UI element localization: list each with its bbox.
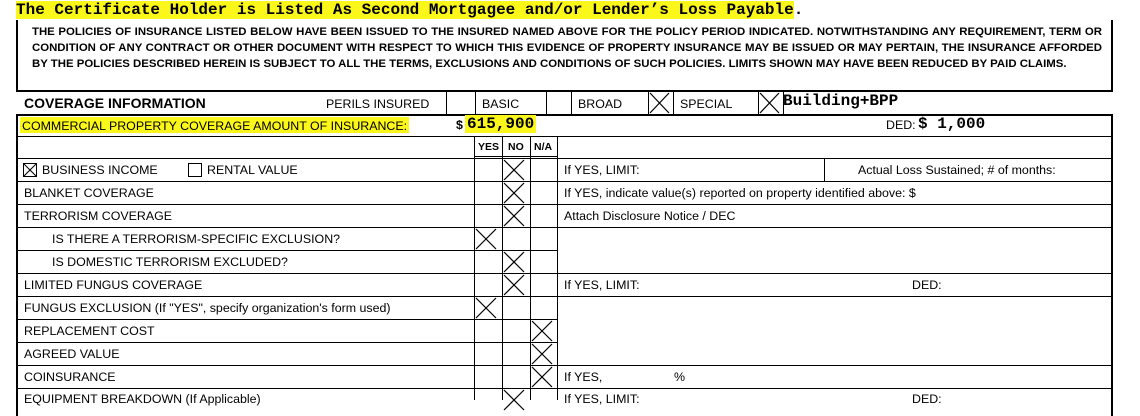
header-divider (571, 92, 572, 114)
grid-line (16, 296, 1111, 297)
blanket-coverage-label: BLANKET COVERAGE (24, 186, 154, 200)
header-divider (546, 92, 547, 114)
no-column-header: NO (508, 141, 524, 153)
broad-label: BROAD (578, 97, 623, 111)
broad-checkbox[interactable] (649, 92, 670, 114)
grid-line (16, 227, 1111, 228)
other-perils-text: Building+BPP (783, 92, 899, 110)
amount-of-insurance-label: COMMERCIAL PROPERTY COVERAGE AMOUNT OF INSURANCE: (22, 119, 408, 133)
answer-na-mark[interactable] (531, 366, 553, 388)
grid-line (16, 365, 1111, 366)
col-divider (557, 136, 558, 400)
header-divider (446, 92, 447, 114)
equipment-breakdown-label: EQUIPMENT BREAKDOWN (If Applicable) (24, 392, 261, 406)
grid-line (16, 319, 558, 320)
replacement-cost-label: REPLACEMENT COST (24, 324, 155, 338)
ded-value[interactable]: $ 1,000 (918, 115, 986, 133)
na-column-header: N/A (534, 141, 553, 153)
answer-no-mark[interactable] (503, 274, 525, 296)
agreed-value-label: AGREED VALUE (24, 347, 120, 361)
grid-line (16, 136, 1111, 137)
business-income-checkbox[interactable] (23, 163, 37, 177)
perils-insured-label: PERILS INSURED (326, 97, 430, 111)
answer-no-mark[interactable] (503, 205, 525, 227)
header-divider (475, 92, 476, 114)
yes-column-header: YES (478, 141, 500, 153)
amount-currency: $ (456, 118, 463, 132)
answer-no-mark[interactable] (503, 182, 525, 204)
coverage-information-title: COVERAGE INFORMATION (24, 95, 206, 111)
col-divider (824, 158, 825, 181)
business-income-limit-label: If YES, LIMIT: (564, 163, 640, 177)
grid-line (16, 158, 1111, 159)
amount-of-insurance-value[interactable]: 615,900 (467, 115, 535, 133)
certificate-holder-note (16, 0, 803, 20)
coinsurance-percent-label: % (674, 370, 686, 384)
col-divider (474, 136, 475, 400)
grid-line (474, 156, 558, 157)
grid-line (16, 388, 1111, 389)
certificate-holder-note-period: . (793, 1, 804, 19)
equipment-limit-label: If YES, LIMIT: (564, 392, 640, 406)
answer-no-mark[interactable] (503, 251, 525, 273)
terrorism-coverage-label: TERRORISM COVERAGE (24, 209, 173, 223)
fungus-limit-label: If YES, LIMIT: (564, 278, 640, 292)
terrorism-exclusion-label: IS THERE A TERRORISM-SPECIFIC EXCLUSION? (52, 232, 341, 246)
fungus-ded-label: DED: (912, 278, 942, 292)
special-checkbox[interactable] (759, 92, 780, 114)
rental-value-checkbox[interactable] (188, 163, 202, 177)
terrorism-disclosure-label: Attach Disclosure Notice / DEC (564, 209, 736, 223)
grid-line (16, 204, 1111, 205)
grid-line (16, 273, 1111, 274)
actual-loss-sustained-label: Actual Loss Sustained; # of months: (858, 163, 1056, 177)
amount-label-highlight (20, 117, 409, 133)
policy-notice-text: THE POLICIES OF INSURANCE LISTED BELOW HAVE BEEN ISSUED TO THE INSURED NAMED ABOVE FOR THE POLICY PERIOD INDICATED. NOTWITHSTANDING ANY REQUIREMENT, TERM OR CONDITION OF ANY CONTRACT OR OTHER DOCUMENT WITH RESPECT TO WHICH THIS EVIDENCE OF PROPERTY INSURANCE MAY BE ISSUED OR MAY PERTAIN, THE INSURANCE AFFORDED BY THE POLICIES DESCRIBED HEREIN IS SUBJECT TO ALL THE TERMS, EXCLUSIONS AND CONDITIONS OF SUCH POLICIES. LIMITS SHOWN MAY HAVE BEEN REDUCED BY PAID CLAIMS. (32, 26, 1102, 70)
coverage-header (16, 92, 1111, 114)
grid-line (16, 181, 1111, 182)
equipment-ded-label: DED: (912, 392, 942, 406)
business-income-label: BUSINESS INCOME (42, 163, 158, 177)
answer-no-mark[interactable] (503, 389, 525, 411)
ded-label: DED: (886, 118, 916, 132)
answer-yes-mark[interactable] (475, 297, 497, 319)
coinsurance-if-yes-label: If YES, (564, 370, 603, 384)
grid-line (16, 250, 558, 251)
limited-fungus-label: LIMITED FUNGUS COVERAGE (24, 278, 203, 292)
rental-value-label: RENTAL VALUE (207, 163, 298, 177)
header-divider (783, 92, 784, 114)
special-label: SPECIAL (680, 97, 733, 111)
certificate-holder-note-text: The Certificate Holder is Listed As Second Mortgagee and/or Lender’s Loss Payable (16, 1, 794, 19)
basic-label: BASIC (482, 97, 520, 111)
grid-line (16, 342, 558, 343)
header-divider (673, 92, 674, 114)
answer-yes-mark[interactable] (475, 228, 497, 250)
answer-na-mark[interactable] (531, 343, 553, 365)
fungus-exclusion-label: FUNGUS EXCLUSION (If "YES", specify organization's form used) (24, 301, 391, 315)
coinsurance-label: COINSURANCE (24, 370, 116, 384)
answer-na-mark[interactable] (531, 320, 553, 342)
answer-no-mark[interactable] (503, 159, 525, 181)
domestic-terrorism-label: IS DOMESTIC TERRORISM EXCLUDED? (52, 255, 288, 269)
notice-box (16, 20, 1113, 92)
blanket-coverage-values-label: If YES, indicate value(s) reported on property identified above: $ (564, 186, 916, 200)
